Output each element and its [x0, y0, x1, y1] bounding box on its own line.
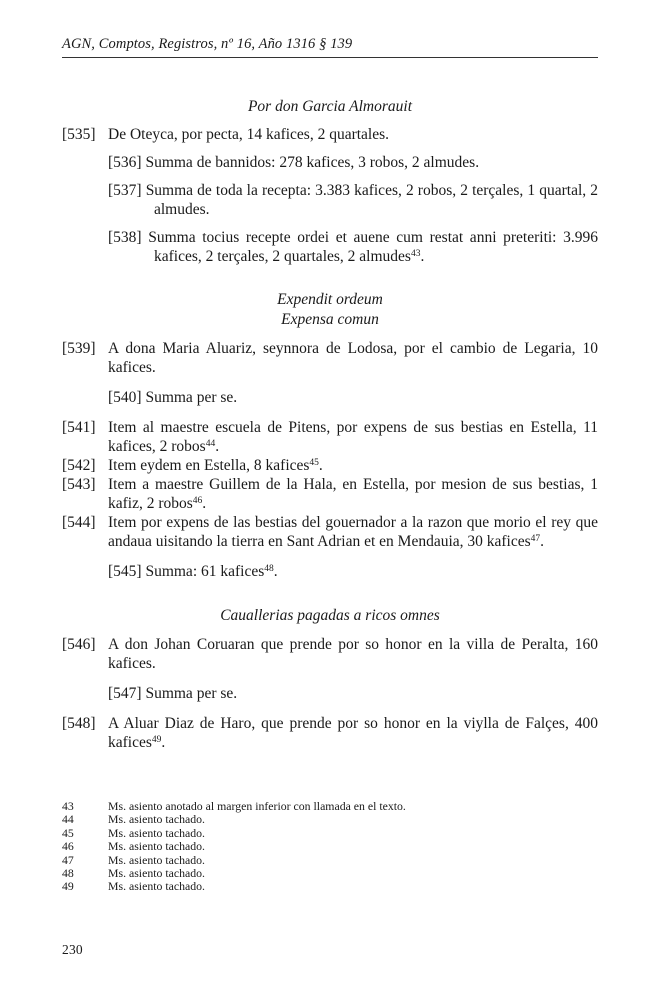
entry-tail: .	[318, 457, 323, 474]
entry-text	[62, 635, 598, 673]
entry-tail: .	[161, 734, 166, 751]
entry-number: [546]	[62, 636, 96, 653]
footnote-text: Ms. asiento anotado al margen inferior con llamada en el texto.	[108, 799, 406, 813]
entry-body: Summa tocius recepte ordei et auene cum restat anni preteriti: 3.996 kafices, 2 terçales, 2 quartales, 2 almudes	[148, 229, 598, 265]
ledger-entry	[62, 228, 598, 266]
ledger-entry	[62, 418, 598, 456]
footnote-text: Ms. asiento tachado.	[108, 812, 205, 827]
entry-number: [537]	[108, 182, 142, 199]
entry-number: [535]	[62, 126, 96, 143]
entry-number: [541]	[62, 419, 96, 436]
entry-tail: .	[540, 533, 545, 550]
entry-tail: .	[215, 438, 220, 455]
footnote-number: 48	[62, 866, 74, 881]
entry-body: Summa de bannidos: 278 kafices, 3 robos, 2 almudes.	[145, 154, 480, 171]
footnote-text: Ms. asiento tachado.	[108, 839, 205, 854]
ledger-entry	[62, 714, 598, 752]
footnote-number: 44	[62, 812, 74, 827]
entry-text	[62, 475, 598, 513]
footnote	[62, 867, 602, 880]
entry-body: Summa: 61 kafices	[145, 563, 265, 580]
ledger-entry	[62, 181, 598, 219]
entry-number: [548]	[62, 715, 96, 732]
footnote-reference: 46	[192, 496, 203, 506]
footnote-reference: 45	[309, 458, 319, 468]
entry-number: [545]	[108, 563, 142, 580]
footnote	[62, 800, 602, 813]
entry-number: [536]	[108, 154, 142, 171]
entry-body: De Oteyca, por pecta, 14 kafices, 2 quartales.	[108, 126, 390, 143]
entry-body: A don Johan Coruaran que prende por so honor en la villa de Peralta, 160 kafices.	[108, 636, 598, 672]
footnote	[62, 827, 602, 840]
entry-tail: .	[273, 563, 278, 580]
entry-text	[145, 685, 237, 702]
entry-text	[62, 418, 598, 456]
entry-number: [538]	[108, 229, 142, 246]
entry-body: A Aluar Diaz de Haro, que prende por so honor en la viylla de Falçes, 400 kafices	[108, 715, 598, 751]
footnote-number: 43	[62, 799, 74, 813]
page-number: 230	[62, 942, 83, 957]
ledger-entry	[62, 635, 598, 673]
ledger-entry	[62, 456, 598, 475]
footnote-text: Ms. asiento tachado.	[108, 825, 205, 840]
footnote-text: Ms. asiento tachado.	[108, 866, 205, 881]
ledger-entry	[62, 125, 598, 144]
section-heading: Por don Garcia Almorauit	[247, 98, 413, 115]
entry-text	[148, 229, 598, 265]
footnotes	[62, 800, 602, 894]
entry-body: Item al maestre escuela de Pitens, por expens de sus bestias en Estella, 11 kafices, 2 robos	[108, 419, 598, 455]
entry-body: Item por expens de las bestias del gouernador a la razon que morio el rey que andaua uisitando la tierra en Sant Adrian et en Mendauia, 30 kafices	[108, 514, 598, 550]
footnote-text: Ms. asiento tachado.	[108, 879, 205, 894]
ledger-entry	[62, 684, 598, 703]
section-heading: Cauallerias pagadas a ricos omnes	[220, 607, 440, 624]
entry-number: [542]	[62, 457, 96, 474]
footnote-number: 47	[62, 852, 74, 867]
footnote	[62, 854, 602, 867]
entry-tail: .	[420, 248, 425, 265]
entry-body: Summa per se.	[145, 389, 238, 406]
entry-text	[62, 456, 598, 475]
entry-number: [547]	[108, 685, 142, 702]
entry-number: [544]	[62, 514, 96, 531]
entry-text	[145, 154, 479, 171]
entry-tail: .	[202, 495, 207, 512]
ledger-entry	[62, 153, 598, 172]
entry-body: Summa de toda la recepta: 3.383 kafices, 2 robos, 2 terçales, 1 quartal, 2 almudes.	[145, 182, 598, 218]
running-head: AGN, Comptos, Registros, nº 16, Año 1316 § 139	[62, 36, 598, 58]
footnote-reference: 44	[205, 439, 216, 449]
ledger-entry	[62, 475, 598, 513]
footnote	[62, 840, 602, 853]
footnote-text: Ms. asiento tachado.	[108, 852, 205, 867]
entry-text	[62, 339, 598, 377]
section-heading: Expendit ordeum	[277, 291, 383, 308]
footnote-reference: 43	[410, 249, 421, 259]
entry-body: Item eydem en Estella, 8 kafices	[108, 457, 310, 474]
section-heading: Expensa comun	[281, 311, 379, 328]
entry-number: [540]	[108, 389, 142, 406]
footnote	[62, 880, 602, 893]
ledger-entry	[62, 562, 598, 581]
entry-body: Item a maestre Guillem de la Hala, en Estella, por mesion de sus bestias, 1 kafiz, 2 robos	[108, 476, 598, 512]
main-text	[62, 97, 598, 752]
footnote-number: 46	[62, 839, 74, 854]
entry-text	[62, 714, 598, 752]
footnote-number: 49	[62, 879, 74, 894]
ledger-entry	[62, 388, 598, 407]
footnote-reference: 48	[264, 564, 274, 574]
entry-text	[145, 563, 277, 580]
ledger-entry	[62, 513, 598, 551]
entry-text	[145, 389, 237, 406]
footnote-reference: 47	[530, 534, 541, 544]
entry-text	[146, 182, 598, 218]
footnote-number: 45	[62, 825, 74, 840]
entry-text	[62, 125, 598, 144]
ledger-entry	[62, 339, 598, 377]
entry-number: [543]	[62, 476, 96, 493]
entry-number: [539]	[62, 340, 96, 357]
entry-text	[62, 513, 598, 551]
entry-body: A dona Maria Aluariz, seynnora de Lodosa, por el cambio de Legaria, 10 kafices.	[108, 340, 598, 376]
entry-body: Summa per se.	[145, 685, 238, 702]
footnote-reference: 49	[151, 735, 162, 745]
footnote	[62, 813, 602, 826]
